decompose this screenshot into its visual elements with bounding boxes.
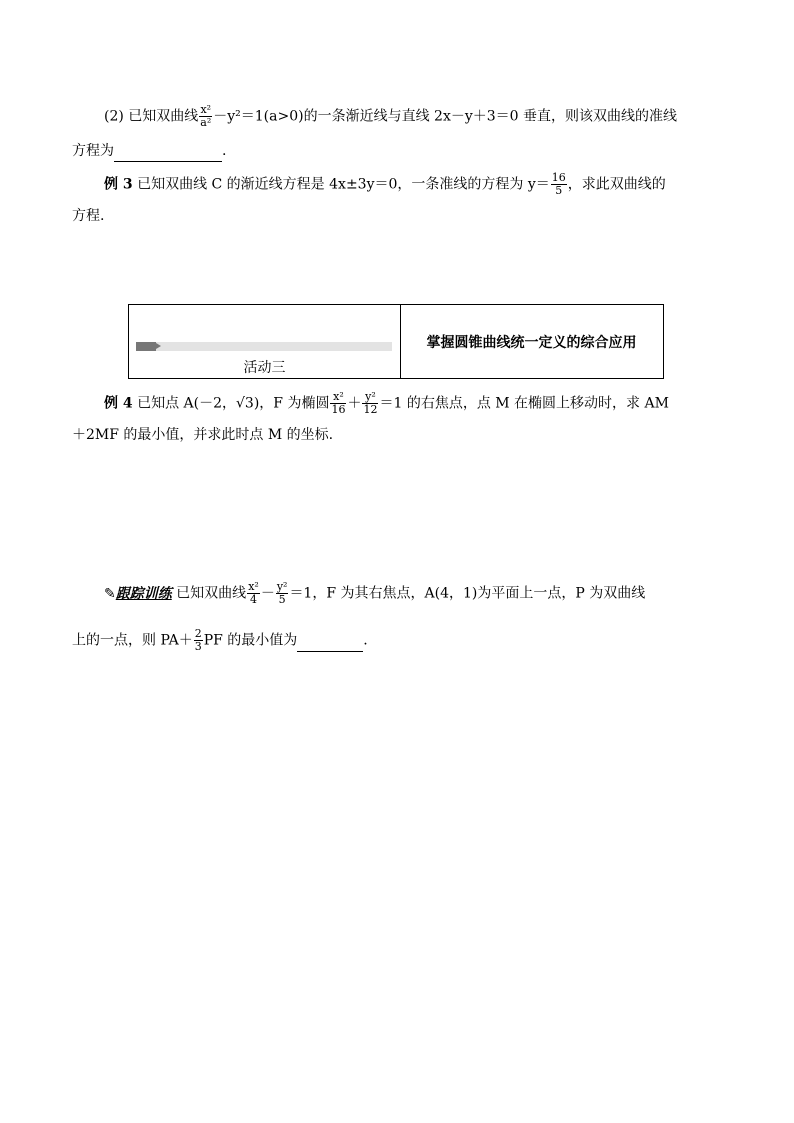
activity-banner [128,304,664,379]
fraction-denominator: a² [200,116,212,129]
q2-line-2 [72,141,226,162]
example-4-text-end: ＝1 的右焦点，点 M 在椭圆上移动时，求 AM [379,395,669,412]
q2-period: . [222,143,227,159]
fraction [362,391,378,416]
example-3-line2-text: 方程. [72,208,105,224]
answer-blank[interactable] [297,631,363,652]
fraction [194,628,203,653]
fraction-numerator: x² [248,580,259,593]
q2-text: －y²＝1(a>0)的一条渐近线与直线 2x－y＋3＝0 垂直，则该双曲线的准线 [213,108,678,125]
minus-sign: － [260,585,275,602]
track-label-text: 跟踪训练 [115,585,172,602]
q2-line-1 [104,104,677,129]
fraction-numerator: 16 [551,171,566,184]
example-4-label: 例 4 [104,395,133,412]
activity-title: 掌握圆锥曲线统一定义的综合应用 [426,334,637,351]
fraction-numerator: y² [362,391,378,404]
track-text: 已知双曲线 [171,585,247,602]
track-label [104,586,172,602]
activity-label: 活动三 [243,360,286,376]
q2-prefix: (2) 已知双曲线 [104,108,199,125]
example-3-line-2 [72,206,104,226]
example-3-text-end: ，求此双曲线的 [567,176,666,193]
answer-blank[interactable] [114,141,222,162]
fraction-numerator: x² [200,103,212,116]
fraction-denominator: 5 [278,593,286,606]
fraction [199,104,212,129]
example-3-label: 例 3 [104,176,133,193]
example-4-line2-text: ＋2MF 的最小值，并求此时点 M 的坐标. [72,427,334,443]
fraction-denominator: 12 [363,403,378,416]
q2-line2-text: 方程为 [72,143,114,159]
fraction-numerator: 2 [194,627,202,640]
track-period: . [363,632,368,649]
example-4-line-2 [72,425,333,445]
example-4-text: 已知点 A(－2，√3)，F 为椭圆 [132,395,330,412]
track-line2-text: 上的一点，则 PA＋ [72,632,193,649]
fraction-numerator: x² [330,391,346,404]
fraction [247,581,260,606]
progress-fill [136,342,156,351]
fraction [551,172,567,197]
example-3-text: 已知双曲线 C 的渐近线方程是 4x±3y＝0，一条准线的方程为 y＝ [132,176,550,193]
fraction-denominator: 5 [555,184,563,197]
progress-bar [136,342,392,351]
track-line2-text-mid: PF 的最小值为 [203,632,298,649]
example-3-line-1 [104,172,666,197]
example-4-line-1 [104,391,669,416]
track-line-1 [104,581,645,606]
fraction [276,581,289,606]
fraction-denominator: 4 [250,593,257,606]
plus-sign: ＋ [347,395,362,412]
track-text-end: ＝1，F 为其右焦点，A(4，1)为平面上一点，P 为双曲线 [289,585,646,602]
fraction-denominator: 16 [331,403,346,416]
fraction-denominator: 3 [194,640,202,653]
track-line-2 [72,628,368,653]
fraction-numerator: y² [276,580,288,593]
pencil-icon: ✎ [104,585,116,602]
fraction [330,391,346,416]
activity-banner-left [129,305,401,378]
progress-arrow-icon [156,343,161,349]
